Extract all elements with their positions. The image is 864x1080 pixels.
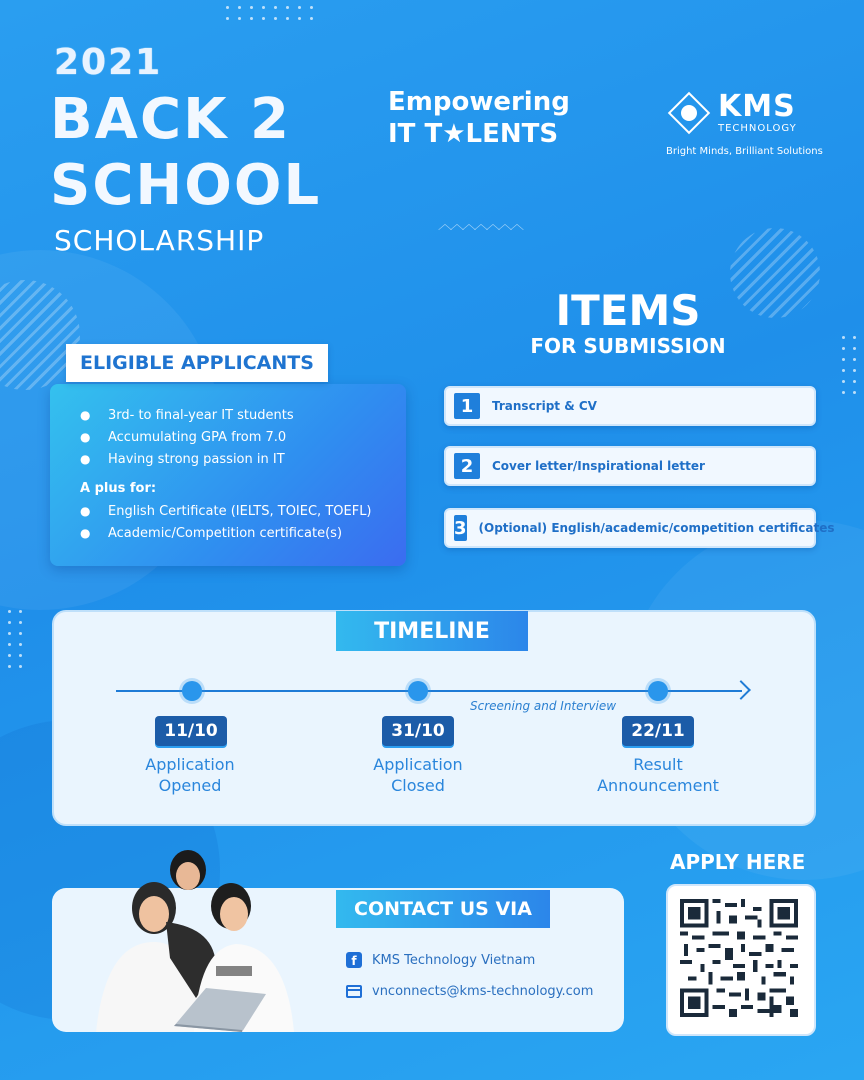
contact-heading: CONTACT US VIA (336, 890, 550, 928)
eligible-heading: ELIGIBLE APPLICANTS (66, 344, 328, 382)
bullet-icon: ● (80, 504, 91, 518)
list-item (80, 522, 372, 544)
items-heading (470, 288, 786, 358)
timeline-event-label (110, 754, 270, 796)
contact-facebook[interactable] (346, 952, 535, 968)
title-line-school: SCHOOL (50, 153, 322, 218)
brand-sub: TECHNOLOGY (718, 123, 797, 134)
item-text: Transcript & CV (492, 399, 597, 413)
bullet-icon: ● (80, 526, 91, 540)
slogan-line-2-end: LENTS (465, 119, 559, 149)
list-item (80, 426, 372, 448)
bullet-icon: ● (80, 452, 91, 466)
item-number: 3 (454, 515, 467, 541)
requirement-text: Having strong passion in IT (108, 451, 285, 467)
timeline-event-label (338, 754, 498, 796)
timeline-heading: TIMELINE (336, 611, 528, 651)
slogan-line-1: Empowering (388, 87, 570, 117)
slogan-line-2 (388, 118, 570, 150)
items-title: ITEMS (555, 286, 701, 335)
submission-item (444, 446, 816, 486)
slogan-line-2-start: IT T (388, 119, 443, 149)
list-item (80, 500, 372, 522)
bullet-icon: ● (80, 408, 91, 422)
title-line-back-2: BACK 2 (50, 87, 291, 152)
timeline-date: 22/11 (622, 716, 694, 746)
list-item (80, 448, 372, 470)
kms-emblem-icon (668, 92, 710, 134)
brand-tagline: Bright Minds, Brilliant Solutions (666, 146, 823, 157)
dots-decoration (226, 6, 313, 20)
apply-qr-code-icon[interactable] (680, 899, 798, 1017)
slogan (388, 86, 570, 150)
item-number: 2 (454, 453, 480, 479)
kms-logo (668, 89, 797, 134)
timeline-date: 11/10 (155, 716, 227, 746)
item-number: 1 (454, 393, 480, 419)
eligible-list (80, 404, 372, 544)
requirement-text: 3rd- to final-year IT students (108, 407, 294, 423)
plus-text: Academic/Competition certificate(s) (108, 525, 343, 541)
title-line-scholarship: SCHOLARSHIP (54, 224, 265, 257)
submission-item (444, 386, 816, 426)
title-year: 2021 (54, 42, 163, 83)
timeline-dot (182, 681, 202, 701)
apply-heading: APPLY HERE (670, 850, 806, 874)
list-item (80, 404, 372, 426)
dots-decoration (8, 610, 22, 668)
timeline-event-label (578, 754, 738, 796)
event-label-line: Result (633, 755, 683, 774)
event-label-line: Closed (391, 776, 445, 795)
timeline-date: 31/10 (382, 716, 454, 746)
facebook-text: KMS Technology Vietnam (372, 952, 536, 968)
event-label-line: Announcement (597, 776, 719, 795)
timeline-dot (648, 681, 668, 701)
event-label-line: Application (145, 755, 235, 774)
dots-decoration (842, 336, 856, 394)
contact-email[interactable] (346, 984, 593, 999)
event-label-line: Application (373, 755, 463, 774)
item-text: Cover letter/Inspirational letter (492, 459, 705, 473)
facebook-icon: f (346, 952, 362, 968)
timeline-note: Screening and Interview (470, 699, 617, 713)
plus-text: English Certificate (IELTS, TOIEC, TOEFL) (108, 503, 372, 519)
timeline-dot (408, 681, 428, 701)
star-icon: ★ (442, 119, 466, 149)
bullet-icon: ● (80, 430, 91, 444)
submission-item (444, 508, 835, 548)
email-text: vnconnects@kms-technology.com (372, 984, 594, 999)
event-label-line: Opened (158, 776, 222, 795)
kms-wordmark (718, 89, 797, 134)
items-subtitle: FOR SUBMISSION (530, 334, 726, 358)
wave-decoration: ︿︿︿︿︿︿︿ (438, 217, 522, 233)
item-text: (Optional) English/academic/competition certificates (478, 521, 835, 535)
plus-label: A plus for: (80, 480, 157, 496)
browser-icon (346, 985, 362, 998)
students-photo (66, 848, 336, 1032)
requirement-text: Accumulating GPA from 7.0 (108, 429, 287, 445)
brand-name: KMS (718, 89, 796, 124)
